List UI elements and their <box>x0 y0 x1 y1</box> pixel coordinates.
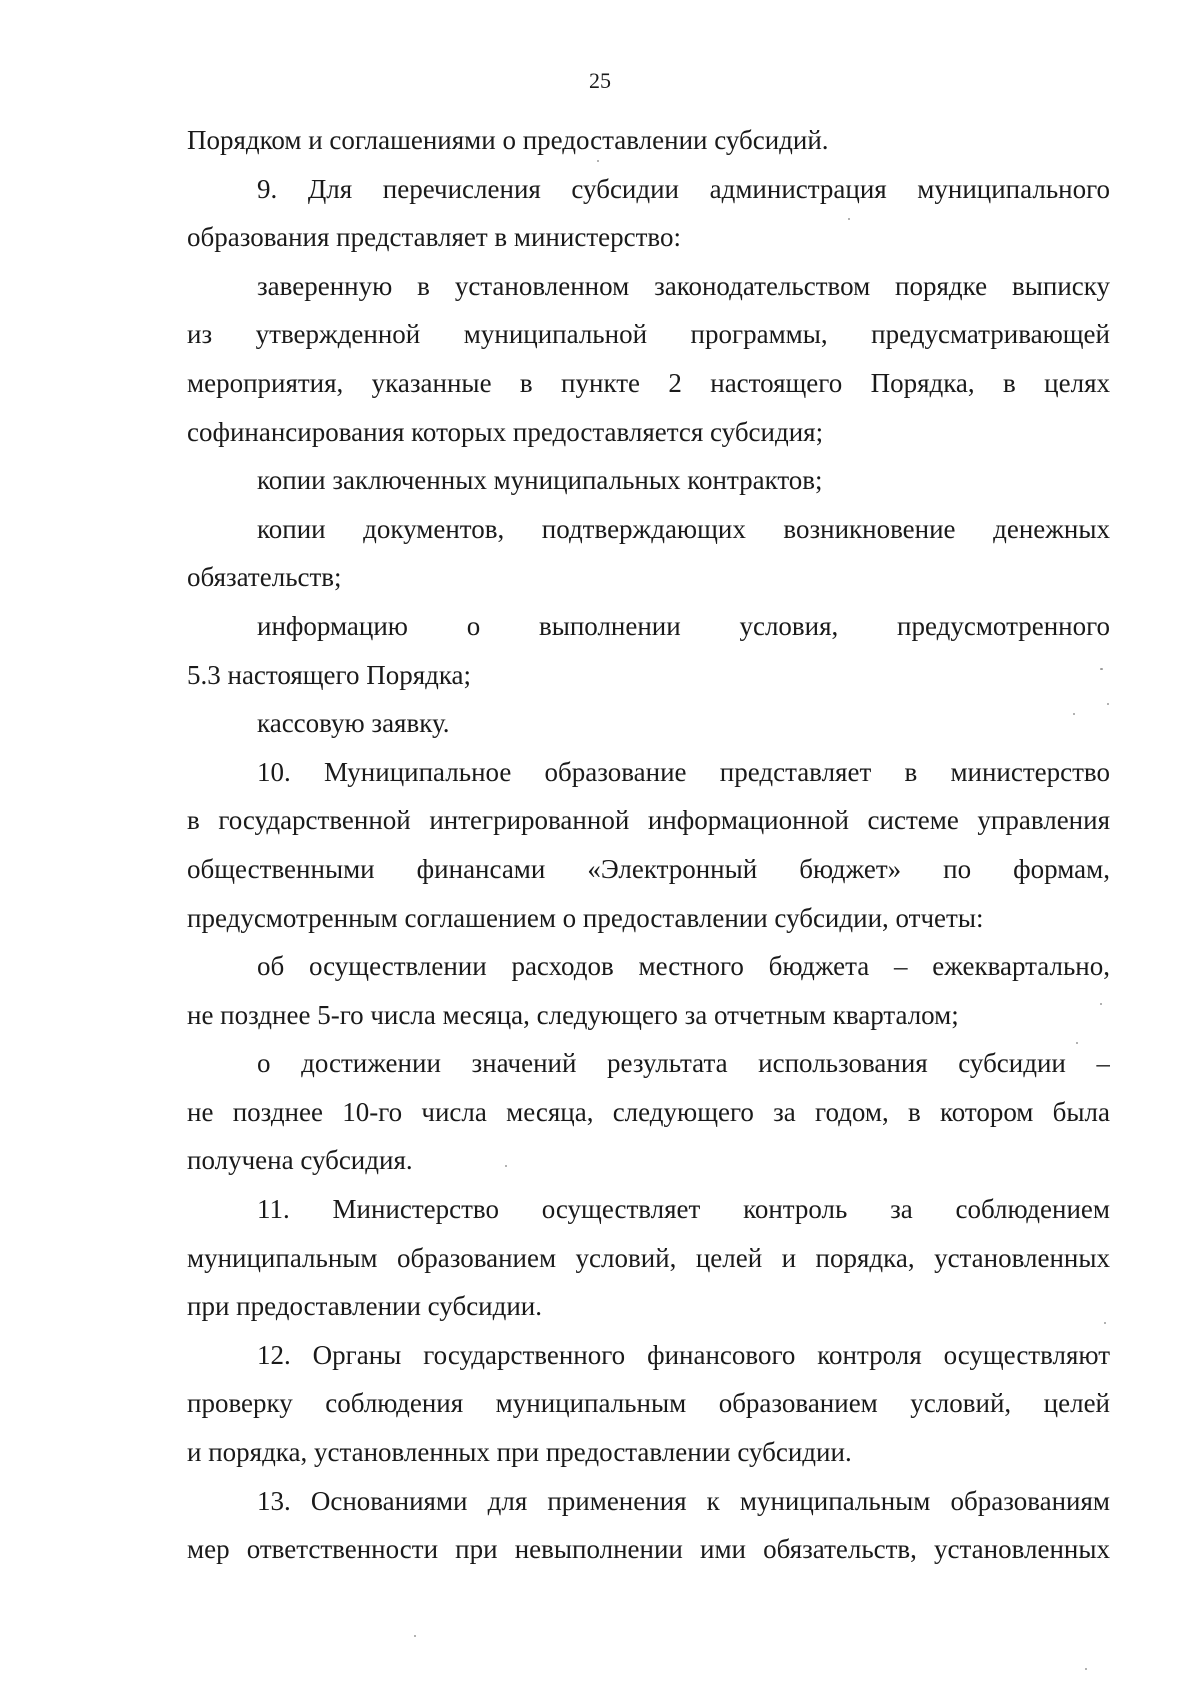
text-line: мер ответственности при невыполнении ими обязательств, установленных <box>187 1534 1110 1565</box>
text-line: Порядком и соглашениями о предоставлении субсидий. <box>187 125 829 155</box>
scan-speck <box>1076 1042 1078 1044</box>
page-number: 25 <box>589 68 611 93</box>
text-line: копии документов, подтверждающих возникновение денежных <box>257 513 1110 544</box>
text-line: информацию о выполнении условия, предусмотренного <box>257 610 1110 641</box>
text-line: муниципальным образованием условий, целей и порядка, установленных <box>187 1242 1110 1273</box>
text-line: мероприятия, указанные в пункте 2 настоящего Порядка, в целях <box>187 367 1110 398</box>
text-line: 13. Основаниями для применения к муниципальным образованиям <box>257 1485 1110 1516</box>
text-line: проверку соблюдения муниципальным образованием условий, целей <box>187 1388 1110 1419</box>
text-line: 5.3 настоящего Порядка; <box>187 659 472 690</box>
text-line: при предоставлении субсидии. <box>187 1291 543 1322</box>
text-line: и порядка, установленных при предоставлении субсидии. <box>187 1437 852 1468</box>
text-line: заверенную в установленном законодательством порядке выписку <box>257 270 1110 301</box>
scan-speck <box>1104 1322 1106 1324</box>
text-line: общественными финансами «Электронный бюджет» по формам, <box>187 853 1110 884</box>
text-line: софинансирования которых предоставляется субсидия; <box>187 416 824 447</box>
text-line: из утвержденной муниципальной программы, предусматривающей <box>187 319 1110 350</box>
text-line: получена субсидия. <box>187 1145 413 1176</box>
scan-speck <box>1107 703 1109 705</box>
text-line: 12. Органы государственного финансового контроля осуществляют <box>257 1339 1110 1370</box>
scan-speck <box>848 218 850 220</box>
text-line: обязательств; <box>187 562 342 593</box>
text-line: образования представляет в министерство: <box>187 222 681 253</box>
scan-speck <box>1100 1003 1102 1005</box>
text-line: 10. Муниципальное образование представляет в министерство <box>257 756 1110 787</box>
text-line: об осуществлении расходов местного бюджета – ежеквартально, <box>257 951 1110 982</box>
text-line: в государственной интегрированной информационной системе управления <box>187 805 1110 836</box>
scan-speck <box>414 1635 416 1637</box>
text-line: 11. Министерство осуществляет контроль за соблюдением <box>257 1194 1110 1225</box>
text-line: кассовую заявку. <box>257 708 450 739</box>
text-line: не позднее 5-го числа месяца, следующего за отчетным кварталом; <box>187 999 959 1030</box>
text-line: не позднее 10-го числа месяца, следующего за годом, в котором была <box>187 1096 1110 1127</box>
scan-speck <box>1100 668 1103 670</box>
text-line: копии заключенных муниципальных контрактов; <box>257 465 823 496</box>
scan-speck <box>505 1165 507 1167</box>
scan-speck <box>1073 713 1075 715</box>
scan-speck <box>1085 1668 1087 1670</box>
text-line: о достижении значений результата использования субсидии – <box>257 1048 1110 1079</box>
text-line: 9. Для перечисления субсидии администрация муниципального <box>257 173 1110 204</box>
text-line: предусмотренным соглашением о предоставлении субсидии, отчеты: <box>187 902 984 933</box>
scan-speck <box>597 160 599 162</box>
document-body <box>187 116 1110 1574</box>
